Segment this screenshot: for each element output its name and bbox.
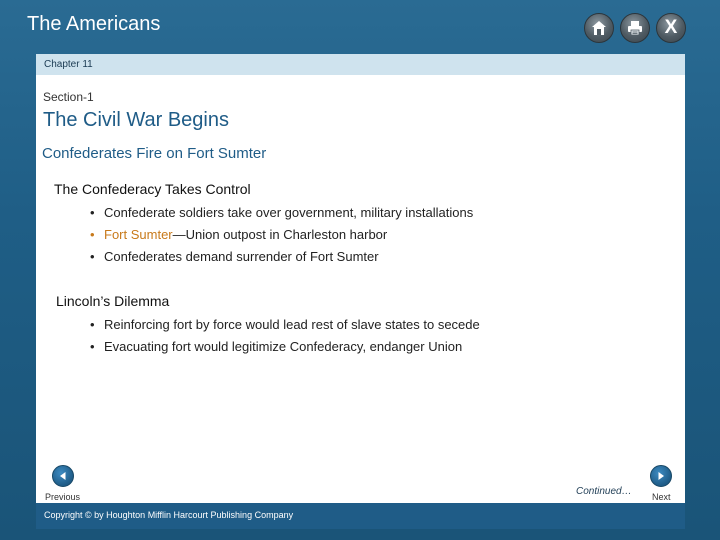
close-button[interactable] xyxy=(656,13,686,43)
continued-label: Continued… xyxy=(576,486,632,497)
slide-subtitle: Confederates Fire on Fort Sumter xyxy=(42,145,267,162)
chapter-label: Chapter 11 xyxy=(44,59,93,70)
bullet-item xyxy=(90,249,379,264)
close-icon: X xyxy=(664,17,678,38)
arrow-right-icon xyxy=(655,470,667,482)
print-button[interactable] xyxy=(620,13,650,43)
chapter-bar xyxy=(36,54,685,75)
bullet-icon: • xyxy=(90,205,95,220)
home-icon xyxy=(590,19,608,37)
copyright-text: Copyright © by Houghton Mifflin Harcourt Publishing Company xyxy=(44,510,294,520)
app-title: The Americans xyxy=(27,13,161,35)
group-heading: The Confederacy Takes Control xyxy=(54,181,251,197)
bullet-highlight: Fort Sumter xyxy=(104,227,173,242)
arrow-left-icon xyxy=(57,470,69,482)
slide-content xyxy=(36,75,685,503)
bullet-text: Confederate soldiers take over government, military installations xyxy=(104,205,474,220)
bullet-item xyxy=(90,339,462,354)
bullet-icon: • xyxy=(90,227,95,242)
footer-bar xyxy=(36,503,685,529)
bullet-text: —Union outpost in Charleston harbor xyxy=(172,227,388,242)
next-button[interactable] xyxy=(650,465,672,487)
section-label: Section-1 xyxy=(43,90,94,104)
previous-button[interactable] xyxy=(52,465,74,487)
next-label[interactable]: Next xyxy=(652,492,671,502)
bullet-icon: • xyxy=(90,249,95,264)
bullet-icon: • xyxy=(90,339,95,354)
print-icon xyxy=(626,19,644,37)
bullet-icon: • xyxy=(90,317,95,332)
bullet-item xyxy=(90,205,473,220)
bullet-item xyxy=(90,317,480,332)
home-button[interactable] xyxy=(584,13,614,43)
bullet-item xyxy=(90,227,387,242)
bullet-text: Evacuating fort would legitimize Confederacy, endanger Union xyxy=(104,339,463,354)
bullet-text: Reinforcing fort by force would lead rest of slave states to secede xyxy=(104,317,480,332)
previous-label[interactable]: Previous xyxy=(45,492,81,502)
group-heading: Lincoln’s Dilemma xyxy=(56,293,170,309)
slide-title: The Civil War Begins xyxy=(43,109,229,131)
bullet-text: Confederates demand surrender of Fort Sumter xyxy=(104,249,379,264)
